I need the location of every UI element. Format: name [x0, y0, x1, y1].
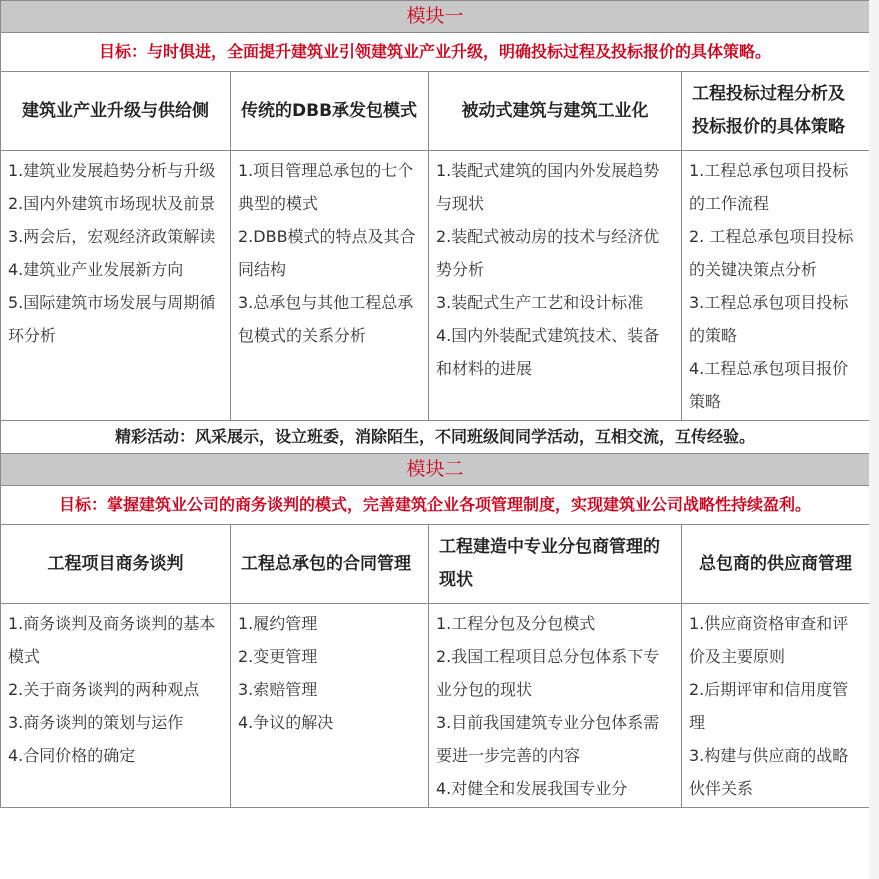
list-item: 3.两会后，宏观经济政策解读 — [8, 227, 216, 246]
module1-header-row — [1, 72, 870, 151]
list-item: 5.国际建筑市场发展与周期循环分析 — [8, 293, 216, 345]
module2-title: 模块二 — [1, 454, 870, 486]
module2-column-4 — [682, 604, 870, 808]
list-item: 2.国内外建筑市场现状及前景 — [8, 194, 216, 213]
list-item: 4.国内外装配式建筑技术、装备和材料的进展 — [436, 326, 660, 378]
list-item: 1.建筑业发展趋势分析与升级 — [8, 161, 216, 180]
module1-header-2: 传统的DBB承发包模式 — [231, 72, 429, 151]
list-item: 3.构建与供应商的战略伙伴关系 — [689, 746, 849, 798]
list-item: 3.目前我国建筑专业分包体系需要进一步完善的内容 — [436, 713, 660, 765]
module1-goal-row — [1, 33, 870, 72]
module1-content-row — [1, 151, 870, 421]
list-item: 4.工程总承包项目报价策略 — [689, 359, 849, 411]
list-item: 2.DBB模式的特点及其合同结构 — [238, 227, 416, 279]
module2-title-row — [1, 454, 870, 486]
module1-column-3 — [429, 151, 682, 421]
list-item: 1.工程分包及分包模式 — [436, 614, 596, 633]
list-item: 2.我国工程项目总分包体系下专业分包的现状 — [436, 647, 660, 699]
list-item: 3.总承包与其他工程总承包模式的关系分析 — [238, 293, 414, 345]
module1-header-1: 建筑业产业升级与供给侧 — [1, 72, 231, 151]
module1-header-3: 被动式建筑与建筑工业化 — [429, 72, 682, 151]
list-item: 4.对健全和发展我国专业分 — [436, 779, 628, 798]
list-item: 1.装配式建筑的国内外发展趋势与现状 — [436, 161, 660, 213]
module1-goal: 目标：与时俱进，全面提升建筑业引领建筑业产业升级，明确投标过程及投标报价的具体策略。 — [1, 33, 870, 72]
module1-column-1 — [1, 151, 231, 421]
module1-title: 模块一 — [1, 1, 870, 33]
list-item: 3.索赔管理 — [238, 680, 318, 699]
module2-header-1: 工程项目商务谈判 — [1, 525, 231, 604]
list-item: 3.商务谈判的策划与运作 — [8, 713, 184, 732]
module1-activity-row — [1, 421, 870, 454]
module1-header-4: 工程投标过程分析及投标报价的具体策略 — [682, 72, 870, 151]
list-item: 2.关于商务谈判的两种观点 — [8, 680, 200, 699]
list-item: 4.合同价格的确定 — [8, 746, 136, 765]
list-item: 3.工程总承包项目投标的策略 — [689, 293, 849, 345]
list-item: 4.建筑业产业发展新方向 — [8, 260, 184, 279]
right-margin — [869, 0, 879, 879]
module2-column-3 — [429, 604, 682, 808]
list-item: 1.供应商资格审查和评价及主要原则 — [689, 614, 849, 666]
list-item: 1.工程总承包项目投标的工作流程 — [689, 161, 849, 213]
module2-header-row — [1, 525, 870, 604]
module2-header-4: 总包商的供应商管理 — [682, 525, 870, 604]
list-item: 1.项目管理总承包的七个典型的模式 — [238, 161, 414, 213]
list-item: 1.商务谈判及商务谈判的基本模式 — [8, 614, 216, 666]
list-item: 1.履约管理 — [238, 614, 318, 633]
list-item: 2.变更管理 — [238, 647, 318, 666]
module2-header-2: 工程总承包的合同管理 — [231, 525, 429, 604]
list-item: 3.装配式生产工艺和设计标准 — [436, 293, 644, 312]
module1-column-2 — [231, 151, 429, 421]
list-item: 2. 工程总承包项目投标的关键决策点分析 — [689, 227, 854, 279]
module2-header-3: 工程建造中专业分包商管理的现状 — [429, 525, 682, 604]
list-item: 2.装配式被动房的技术与经济优势分析 — [436, 227, 660, 279]
module1-column-4 — [682, 151, 870, 421]
module1-activity: 精彩活动：风采展示，设立班委，消除陌生，不同班级间同学活动，互相交流，互传经验。 — [1, 421, 870, 454]
module2-column-1 — [1, 604, 231, 808]
module2-goal-row — [1, 486, 870, 525]
list-item: 2.后期评审和信用度管理 — [689, 680, 849, 732]
module2-content-row — [1, 604, 870, 808]
module1-title-row — [1, 1, 870, 33]
module2-goal: 目标：掌握建筑业公司的商务谈判的模式，完善建筑企业各项管理制度，实现建筑业公司战略性持续盈利。 — [1, 486, 870, 525]
list-item: 4.争议的解决 — [238, 713, 334, 732]
module2-column-2 — [231, 604, 429, 808]
